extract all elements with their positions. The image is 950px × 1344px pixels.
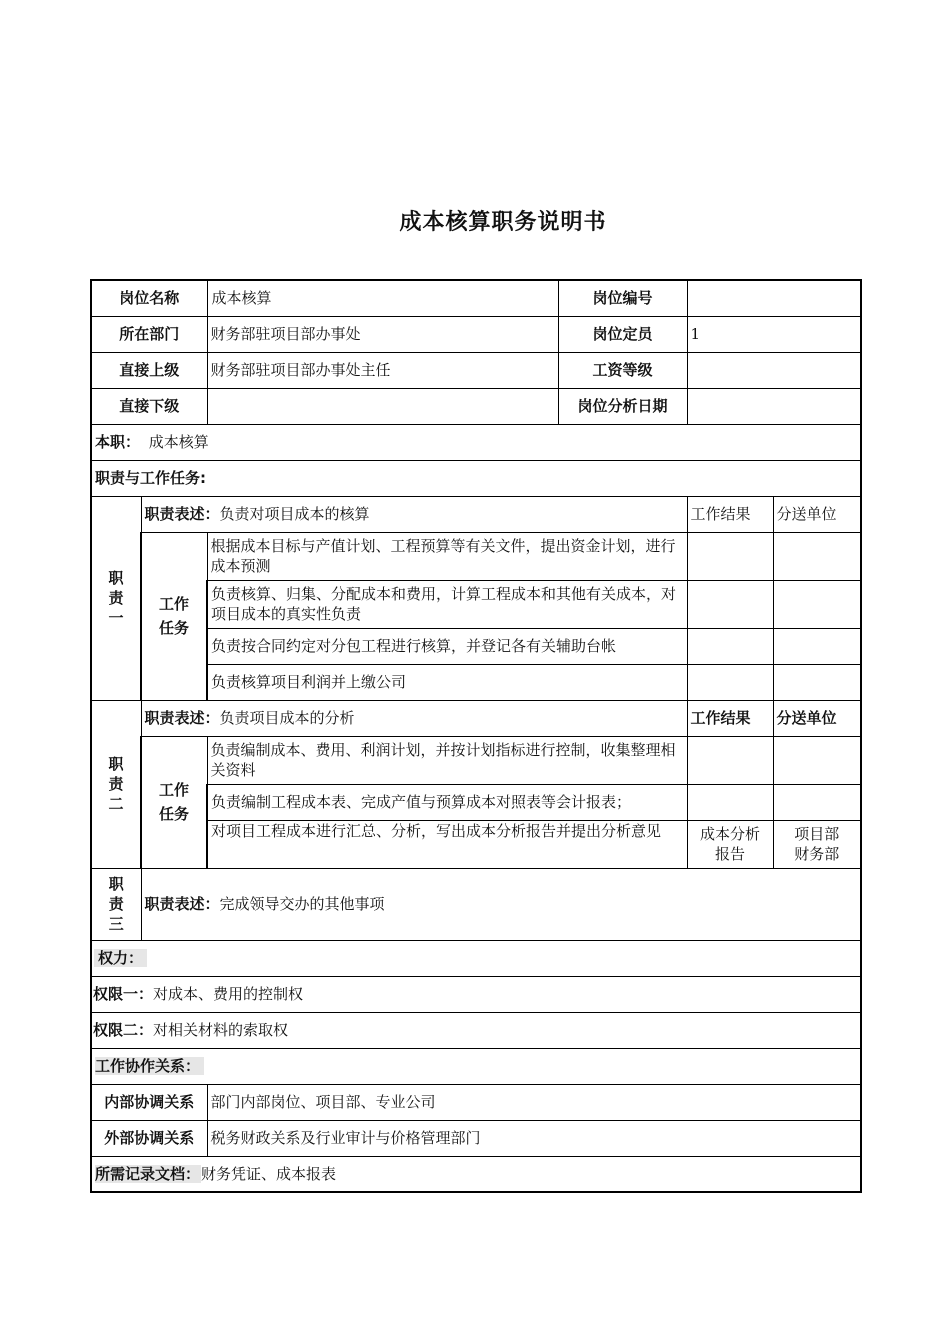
power-item [91, 1012, 861, 1048]
records-label: 所需记录文档： [95, 1164, 201, 1183]
records-row [91, 1156, 861, 1192]
resp2-dest-header: 分送单位 [773, 700, 861, 736]
resp2-desc: 负责项目成本的分析 [219, 709, 355, 727]
resp1-task: 负责核算项目利润并上缴公司 [207, 664, 687, 700]
resp2-task-result: 成本分析 报告 [687, 820, 773, 868]
salary-label: 工资等级 [558, 352, 687, 388]
duty-value: 成本核算 [148, 433, 209, 451]
resp1-task-result [687, 628, 773, 664]
coop-internal-row [91, 1084, 861, 1120]
resp1-task: 负责按合同约定对分包工程进行核算，并登记各有关辅助台帐 [207, 628, 687, 664]
resp1-task: 负责核算、归集、分配成本和费用，计算工程成本和其他有关成本，对项目成本的真实性负责 [207, 580, 687, 628]
resp1-desc-label: 职责表述： [144, 505, 220, 523]
resp2-result-header: 工作结果 [687, 700, 773, 736]
coop-header-row [91, 1048, 861, 1084]
resp1-result-header: 工作结果 [687, 496, 773, 532]
resp2-desc-row [91, 700, 861, 736]
resp1-task-row [91, 628, 861, 664]
power-row [91, 1012, 861, 1048]
coop-header: 工作协作关系： [95, 1057, 204, 1075]
resp3-label: 职 责 三 [91, 868, 141, 940]
power-header-cell [91, 940, 861, 976]
resp1-task-result [687, 664, 773, 700]
resp2-task-dest [773, 736, 861, 784]
resp1-task-dest [773, 628, 861, 664]
coop-external-value: 税务财政关系及行业审计与价格管理部门 [207, 1120, 861, 1156]
salary-value [687, 352, 861, 388]
resp1-desc-cell [141, 496, 687, 532]
job-description-table [90, 279, 862, 1193]
resp1-task-row [91, 532, 861, 580]
coop-internal-label: 内部协调关系 [91, 1084, 207, 1120]
power-item-label: 权限一： [93, 985, 154, 1003]
power-header: 权力： [94, 949, 147, 967]
power-row [91, 976, 861, 1012]
superior-value: 财务部驻项目部办事处主任 [207, 352, 558, 388]
resp1-label: 职 责 一 [91, 496, 141, 700]
basic-row-4 [91, 388, 861, 424]
analysis-date-value [687, 388, 861, 424]
resp1-dest-header: 分送单位 [773, 496, 861, 532]
power-item-label: 权限二： [93, 1021, 154, 1039]
dept-label: 所在部门 [91, 316, 207, 352]
quota-value: 1 [687, 316, 861, 352]
records-cell [91, 1156, 861, 1192]
records-value: 财务凭证、成本报表 [201, 1164, 337, 1183]
resp1-task: 根据成本目标与产值计划、工程预算等有关文件，提出资金计划，进行成本预测 [207, 532, 687, 580]
post-no-label: 岗位编号 [558, 280, 687, 316]
power-header-row [91, 940, 861, 976]
resp1-desc-row [91, 496, 861, 532]
duty-row [91, 424, 861, 460]
coop-header-cell [91, 1048, 861, 1084]
coop-internal-value: 部门内部岗位、项目部、专业公司 [207, 1084, 861, 1120]
power-item-value: 对成本、费用的控制权 [153, 985, 304, 1003]
subordinate-label: 直接下级 [91, 388, 207, 424]
duty-label: 本职： [95, 433, 141, 451]
resp2-task-row [91, 784, 861, 820]
resp1-task-result [687, 580, 773, 628]
superior-label: 直接上级 [91, 352, 207, 388]
resp2-task-result [687, 736, 773, 784]
duty-cell [91, 424, 861, 460]
resp2-work-label: 工作 任务 [141, 736, 207, 868]
resp1-work-label: 工作 任务 [141, 532, 207, 700]
resp2-task-row [91, 820, 861, 868]
basic-row-1 [91, 280, 861, 316]
quota-label: 岗位定员 [558, 316, 687, 352]
resp1-task-dest [773, 532, 861, 580]
post-no-value [687, 280, 861, 316]
resp1-task-dest [773, 664, 861, 700]
basic-row-2 [91, 316, 861, 352]
resp2-task-dest: 项目部 财务部 [773, 820, 861, 868]
power-item-value: 对相关材料的索取权 [153, 1021, 289, 1039]
coop-external-row [91, 1120, 861, 1156]
post-name-value: 成本核算 [207, 280, 558, 316]
resp2-label: 职 责 二 [91, 700, 141, 868]
resp2-desc-cell [141, 700, 687, 736]
resp2-task-row [91, 736, 861, 784]
resp3-row [91, 868, 861, 940]
resp2-task-result [687, 784, 773, 820]
subordinate-value [207, 388, 558, 424]
analysis-date-label: 岗位分析日期 [558, 388, 687, 424]
resp3-desc-label: 职责表述： [144, 895, 220, 913]
resp2-desc-label: 职责表述： [144, 709, 220, 727]
resp1-task-row [91, 664, 861, 700]
resp2-task: 负责编制工程成本表、完成产值与预算成本对照表等会计报表； [207, 784, 687, 820]
resp3-desc: 完成领导交办的其他事项 [219, 895, 385, 913]
resp1-task-row [91, 580, 861, 628]
coop-external-label: 外部协调关系 [91, 1120, 207, 1156]
tasks-header-row [91, 460, 861, 496]
resp3-desc-cell [141, 868, 861, 940]
resp1-task-result [687, 532, 773, 580]
basic-row-3 [91, 352, 861, 388]
dept-value: 财务部驻项目部办事处 [207, 316, 558, 352]
post-name-label: 岗位名称 [91, 280, 207, 316]
tasks-header: 职责与工作任务: [91, 460, 861, 496]
resp1-desc: 负责对项目成本的核算 [219, 505, 370, 523]
resp1-task-dest [773, 580, 861, 628]
page-title: 成本核算职务说明书 [399, 210, 607, 235]
power-item [91, 976, 861, 1012]
resp2-task: 对项目工程成本进行汇总、分析，写出成本分析报告并提出分析意见 [207, 820, 687, 868]
resp2-task-dest [773, 784, 861, 820]
resp2-task: 负责编制成本、费用、利润计划，并按计划指标进行控制，收集整理相关资料 [207, 736, 687, 784]
